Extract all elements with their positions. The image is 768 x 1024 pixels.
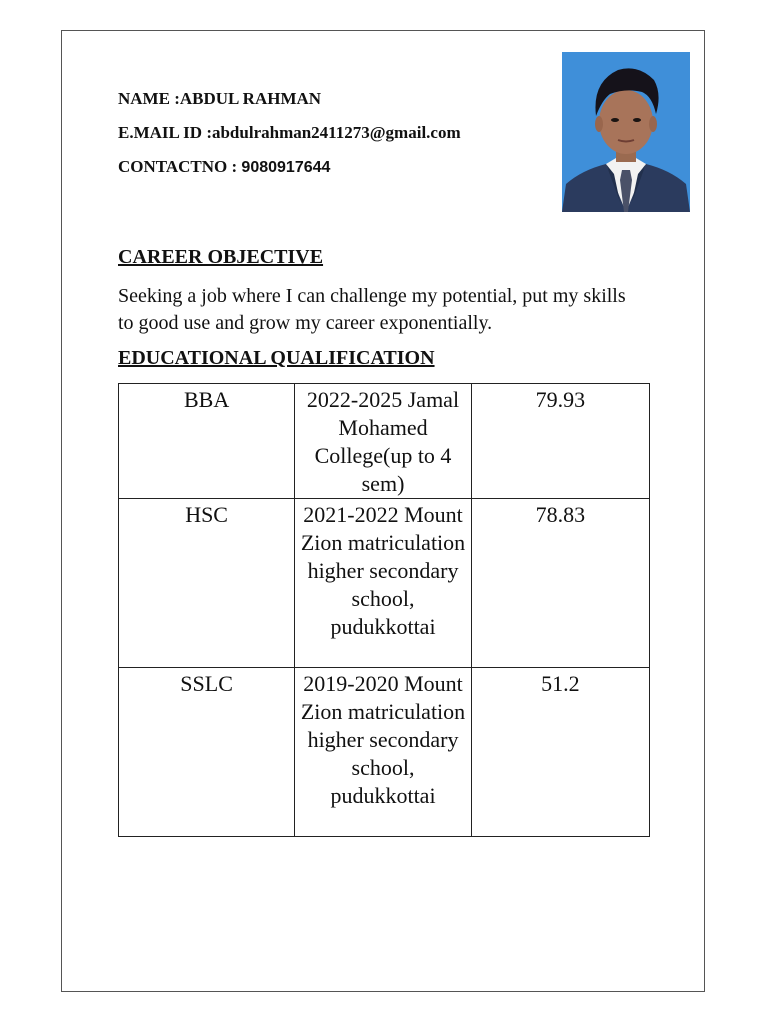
course-cell: SSLC (119, 668, 295, 837)
email-line: E.MAIL ID :abdulrahman2411273@gmail.com (118, 123, 461, 142)
score-cell: 79.93 (471, 384, 649, 499)
name-line: NAME :ABDUL RAHMAN (118, 89, 322, 108)
career-objective-heading: CAREER OBJECTIVE (118, 246, 324, 268)
person-portrait-icon (562, 52, 690, 212)
details-cell: 2021-2022 Mount Zion matriculation higher secondary school, pudukkottai (295, 499, 472, 668)
details-cell: 2022-2025 Jamal Mohamed College(up to 4 sem) (295, 384, 472, 499)
education-table (118, 383, 650, 837)
education-heading: EDUCATIONAL QUALIFICATION (118, 347, 435, 369)
course-cell: HSC (119, 499, 295, 668)
career-objective-text: Seeking a job where I can challenge my potential, put my skills to good use and grow my career exponentially. (118, 285, 626, 334)
table-row (119, 668, 650, 837)
contact-number: 9080917644 (241, 159, 331, 176)
score-cell: 78.83 (471, 499, 649, 668)
table-row (119, 499, 650, 668)
contact-block (118, 88, 461, 190)
contact-line (118, 156, 461, 190)
score-cell: 51.2 (471, 668, 649, 837)
table-row (119, 384, 650, 499)
contact-label: CONTACTNO : (118, 157, 242, 176)
course-cell: BBA (119, 384, 295, 499)
profile-photo (562, 52, 690, 212)
details-cell: 2019-2020 Mount Zion matriculation higher secondary school, pudukkottai (295, 668, 472, 837)
